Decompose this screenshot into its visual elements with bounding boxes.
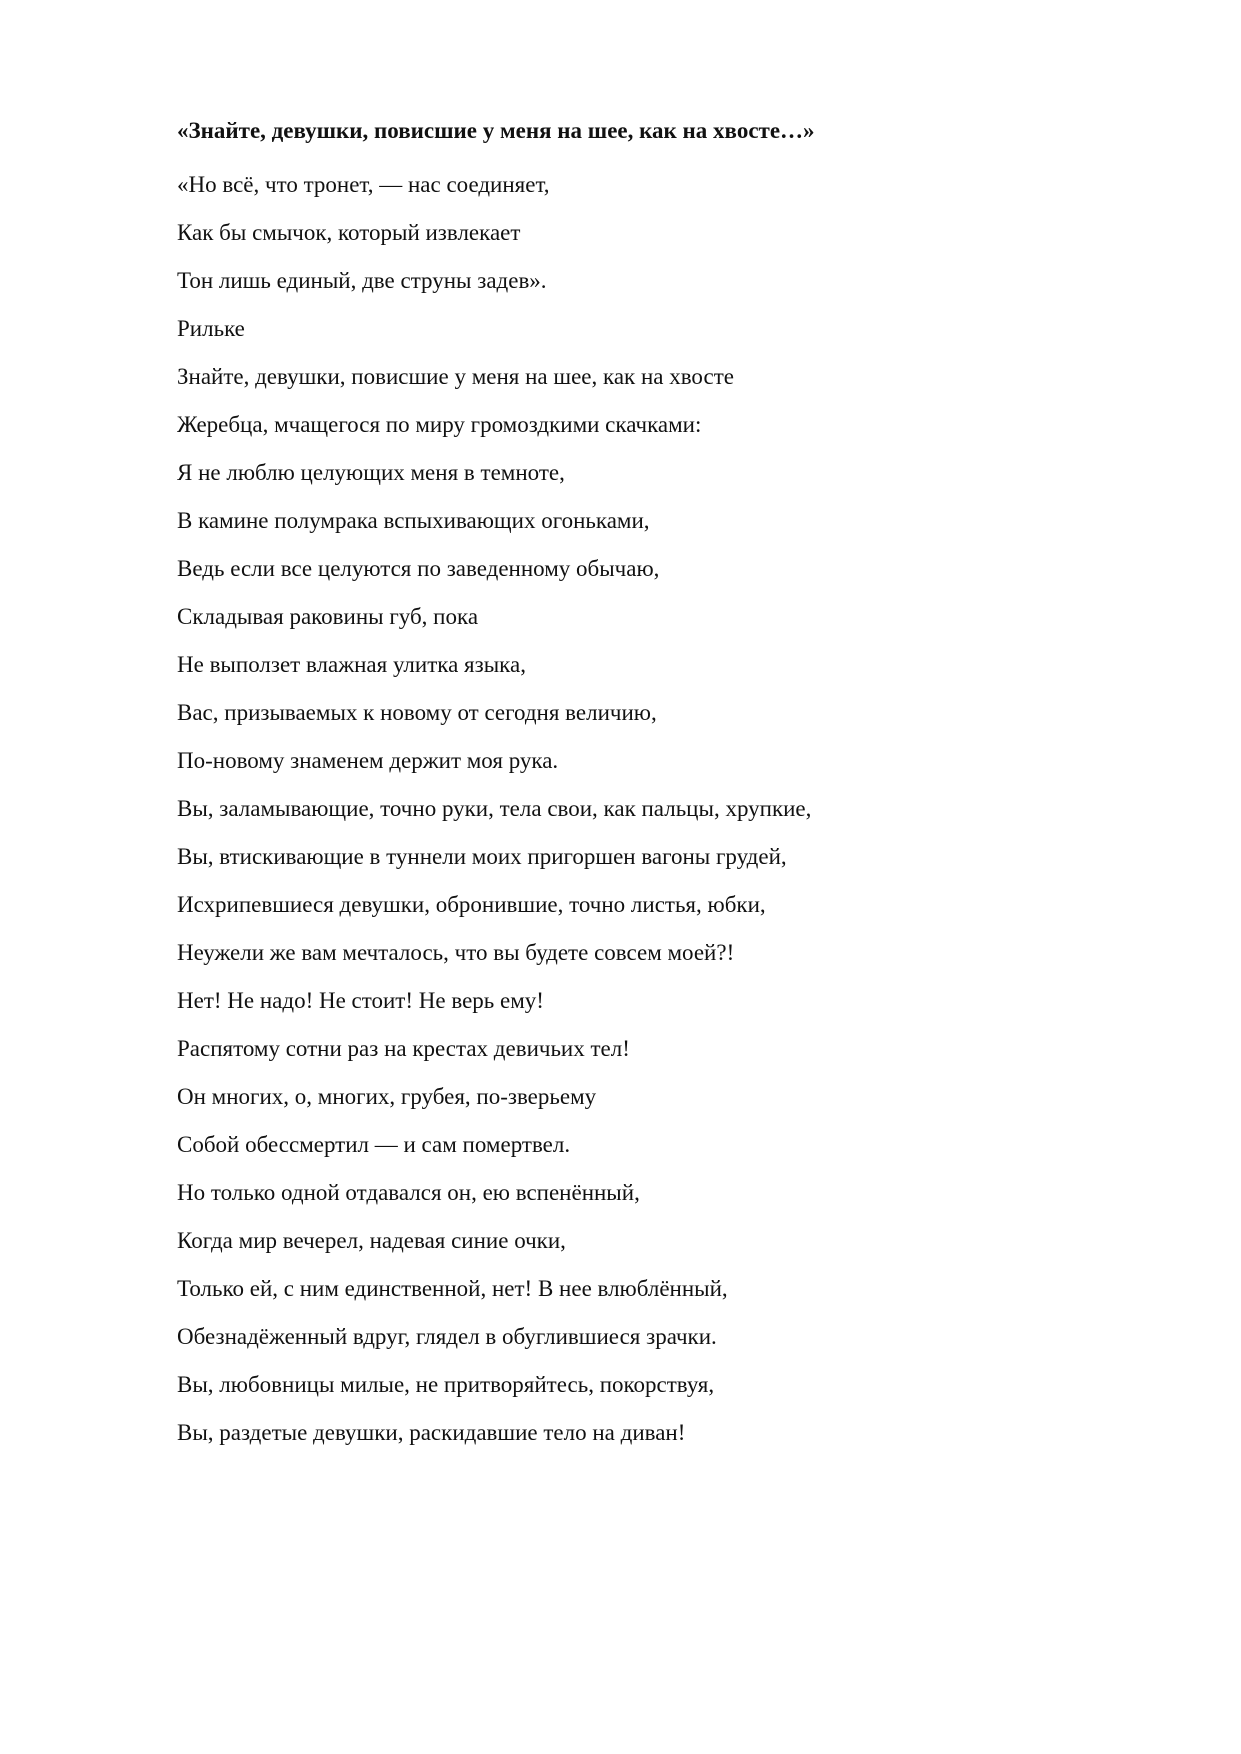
- poem-line-8: Вас, призываемых к новому от сегодня величию,: [177, 700, 657, 725]
- poem-line-22: Вы, любовницы милые, не притворяйтесь, покорствуя,: [177, 1372, 715, 1397]
- poem-line-9: По-новому знаменем держит моя рука.: [177, 748, 559, 773]
- poem-line-14: Нет! Не надо! Не стоит! Не верь ему!: [177, 988, 544, 1013]
- epigraph-author: Рильке: [177, 316, 245, 341]
- poem-line-20: Только ей, с ним единственной, нет! В нее влюблённый,: [177, 1276, 728, 1301]
- poem-line-11: Вы, втискивающие в туннели моих пригоршен вагоны грудей,: [177, 844, 787, 869]
- poem-line-23: Вы, раздетые девушки, раскидавшие тело на диван!: [177, 1420, 686, 1445]
- poem-line-1: Знайте, девушки, повисшие у меня на шее, как на хвосте: [177, 364, 734, 389]
- poem-line-2: Жеребца, мчащегося по миру громоздкими скачками:: [177, 412, 702, 437]
- poem-line-7: Не выползет влажная улитка языка,: [177, 652, 526, 677]
- poem-line-19: Когда мир вечерел, надевая синие очки,: [177, 1228, 566, 1253]
- epigraph-line-3: Тон лишь единый, две струны задев».: [177, 268, 547, 293]
- poem-line-13: Неужели же вам мечталось, что вы будете совсем моей?!: [177, 940, 735, 965]
- poem-line-3: Я не люблю целующих меня в темноте,: [177, 460, 565, 485]
- epigraph-line-1: «Но всё, что тронет, — нас соединяет,: [177, 172, 550, 197]
- poem-line-12: Исхрипевшиеся девушки, обронившие, точно листья, юбки,: [177, 892, 766, 917]
- poem-line-6: Складывая раковины губ, пока: [177, 604, 479, 629]
- poem-line-21: Обезнадёженный вдруг, глядел в обуглившиеся зрачки.: [177, 1324, 717, 1349]
- poem-line-10: Вы, заламывающие, точно руки, тела свои, как пальцы, хрупкие,: [177, 796, 812, 821]
- poem-title: «Знайте, девушки, повисшие у меня на шее, как на хвосте…»: [177, 118, 815, 143]
- epigraph-line-2: Как бы смычок, который извлекает: [177, 220, 521, 245]
- poem-line-5: Ведь если все целуются по заведенному обычаю,: [177, 556, 660, 581]
- poem-line-17: Собой обессмертил — и сам помертвел.: [177, 1132, 571, 1157]
- poem-line-15: Распятому сотни раз на крестах девичьих тел!: [177, 1036, 630, 1061]
- poem-line-18: Но только одной отдавался он, ею вспенённый,: [177, 1180, 640, 1205]
- poem-line-16: Он многих, о, многих, грубея, по-зверьему: [177, 1084, 597, 1109]
- poem-line-4: В камине полумрака вспыхивающих огоньками,: [177, 508, 650, 533]
